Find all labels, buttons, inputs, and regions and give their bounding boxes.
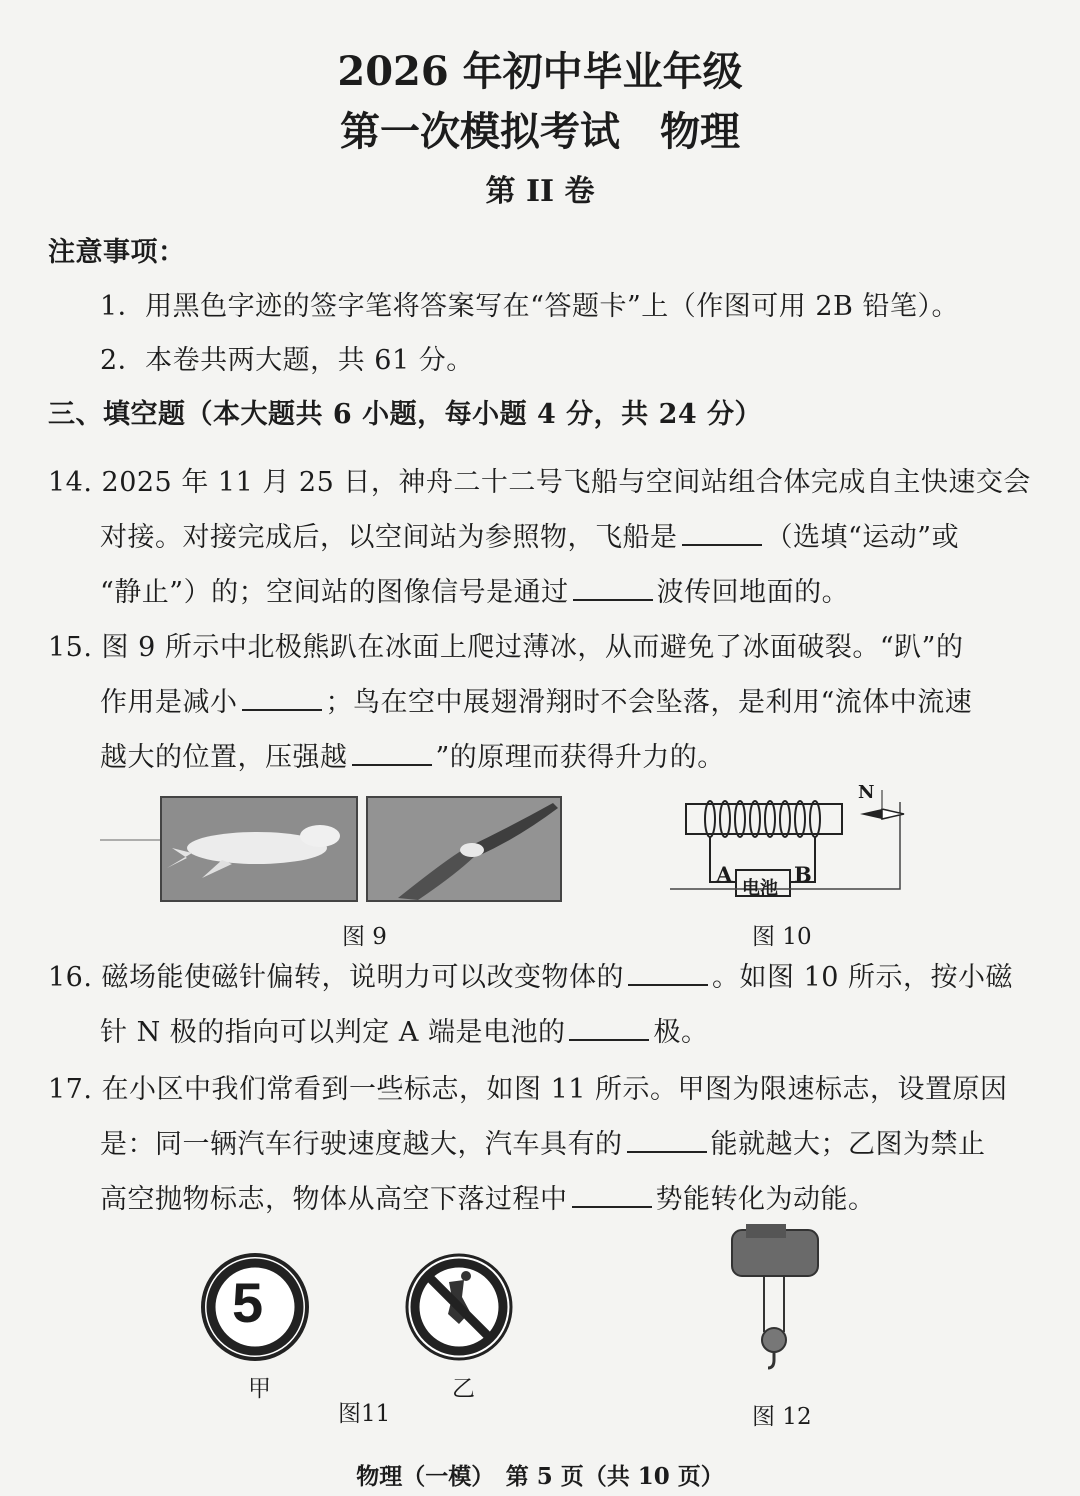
polar-bear-photo (160, 796, 358, 902)
q15-line-2 (100, 680, 972, 719)
fig9-divider-line (100, 838, 160, 842)
answer-blank (242, 687, 322, 711)
answer-blank (682, 522, 762, 546)
q15-text: ；鸟在空中展翅滑翔时不会坠落，是利用“流体中流速 (325, 687, 973, 718)
q17-text: 势能转化为动能。 (655, 1184, 876, 1215)
q15-line-3 (100, 735, 725, 774)
fig11-caption: 图11 (338, 1401, 391, 1427)
q14-line-2 (100, 515, 959, 554)
electric-hoist-diagram (724, 1222, 824, 1372)
q15-line-1: 15. 图 9 所示中北极熊趴在冰面上爬过薄冰，从而避免了冰面破裂。“趴”的 (48, 632, 964, 663)
q16-text: 极。 (653, 1017, 709, 1048)
polar-bear-icon (162, 798, 356, 900)
q16-text: 针 N 极的指向可以判定 A 端是电池的 (100, 1017, 566, 1048)
fig11-label-a: 甲 (248, 1376, 271, 1402)
q15-text: 越大的位置，压强越 (100, 742, 348, 773)
answer-blank (572, 1184, 652, 1208)
answer-blank (628, 962, 708, 986)
q14-text: 对接。对接完成后，以空间站为参照物，飞船是 (100, 522, 678, 553)
fig9-caption: 图 9 (342, 924, 387, 950)
note-item-1: 1．用黑色字迹的签字笔将答案写在“答题卡”上（作图可用 2B 铅笔）。 (100, 291, 959, 322)
battery-label: 电池 (742, 878, 778, 899)
compass-n-label: N (858, 782, 875, 803)
volume-label: 第 II 卷 (485, 174, 595, 209)
answer-blank (573, 577, 653, 601)
q14-text: “静止”）的；空间站的图像信号是通过 (100, 577, 569, 608)
section-title: 三、填空题（本大题共 6 小题，每小题 4 分，共 24 分） (48, 399, 763, 430)
exam-title: 2026 年初中毕业年级 (337, 48, 743, 95)
q17-line-1: 17. 在小区中我们常看到一些标志，如图 11 所示。甲图为限速标志，设置原因 (48, 1074, 1008, 1105)
exam-subtitle: 第一次模拟考试 物理 (340, 108, 740, 155)
gliding-bird-photo (366, 796, 562, 902)
fig12-caption: 图 12 (752, 1404, 812, 1430)
answer-blank (569, 1017, 649, 1041)
q16-line-2 (100, 1010, 708, 1049)
fig11-label-b: 乙 (452, 1376, 475, 1402)
terminal-a-label: A (716, 862, 733, 887)
q14-text: 波传回地面的。 (656, 577, 850, 608)
answer-blank (627, 1129, 707, 1153)
q15-text: ”的原理而获得升力的。 (435, 742, 725, 773)
q15-text: 作用是减小 (100, 687, 238, 718)
speed-limit-value: 5 (232, 1271, 264, 1334)
q14-text: （选填“运动”或 (765, 522, 960, 553)
terminal-b-label: B (794, 862, 812, 887)
q17-text: 能就越大；乙图为禁止 (710, 1129, 986, 1160)
q16-line-1 (48, 955, 1013, 994)
q17-line-3 (100, 1177, 876, 1216)
q17-text: 高空抛物标志，物体从高空下落过程中 (100, 1184, 568, 1215)
q17-text: 是：同一辆汽车行驶速度越大，汽车具有的 (100, 1129, 623, 1160)
fig10-caption: 图 10 (752, 924, 812, 950)
notes-heading: 注意事项： (48, 237, 186, 268)
q14-line-3 (100, 570, 849, 609)
q17-line-2 (100, 1122, 986, 1161)
q16-text: 16. 磁场能使磁针偏转，说明力可以改变物体的 (48, 962, 625, 993)
solenoid-circuit-diagram (670, 782, 910, 932)
note-item-2: 2．本卷共两大题，共 61 分。 (100, 345, 474, 376)
q16-text: 。如图 10 所示，按小磁 (712, 962, 1014, 993)
bird-icon (368, 798, 560, 900)
q14-line-1: 14. 2025 年 11 月 25 日，神舟二十二号飞船与空间站组合体完成自主快速交会 (48, 467, 1031, 498)
no-throwing-sign (404, 1252, 514, 1362)
page-footer: 物理（一模） 第 5 页（共 10 页） (356, 1463, 724, 1490)
answer-blank (352, 742, 432, 766)
